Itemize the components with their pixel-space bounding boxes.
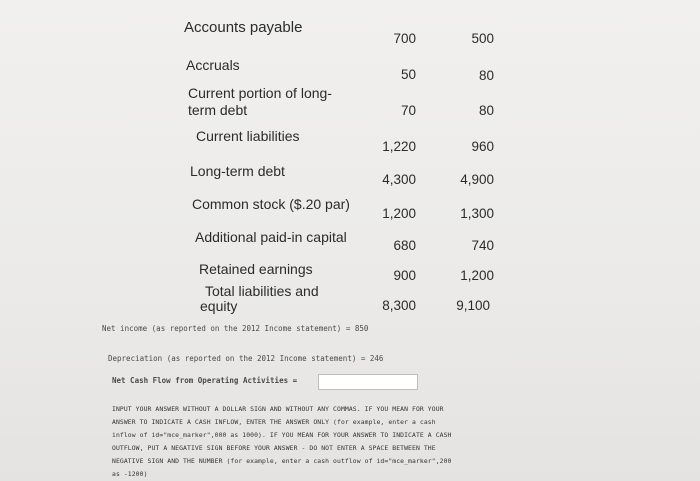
row-label-total-liabilities-line1: Total liabilities and [205, 283, 319, 299]
row-value-1: 700 [393, 31, 416, 46]
row-value-1: 8,300 [382, 298, 416, 313]
net-income-text: Net income (as reported on the 2012 Income statement) = 850 [102, 324, 369, 333]
row-label-accounts-payable: Accounts payable [184, 19, 303, 36]
row-label-common-stock: Common stock ($.20 par) [192, 196, 350, 212]
instructions [112, 403, 582, 481]
row-value-1: 680 [393, 238, 416, 253]
row-label-current-portion-line1: Current portion of long- [188, 85, 332, 101]
instruction-line: as -1200) [112, 470, 148, 478]
row-value-2: 1,300 [460, 206, 494, 221]
row-value-1: 900 [393, 268, 416, 283]
row-value-1: 50 [400, 67, 416, 82]
row-value-2: 9,100 [456, 298, 490, 313]
instruction-line: ANSWER TO INDICATE A CASH INFLOW, ENTER THE ANSWER ONLY (for example, enter a cash [112, 418, 436, 426]
row-value-1: 1,200 [382, 206, 416, 221]
row-label-current-portion-line2: term debt [188, 102, 248, 118]
row-label-accruals: Accruals [186, 57, 240, 73]
instruction-line: OUTFLOW, PUT A NEGATIVE SIGN BEFORE YOUR ANSWER - DO NOT ENTER A SPACE BETWEEN THE [112, 444, 436, 452]
row-value-2: 1,200 [460, 268, 494, 283]
depreciation-text: Depreciation (as reported on the 2012 Income statement) = 246 [108, 354, 384, 363]
instruction-line: INPUT YOUR ANSWER WITHOUT A DOLLAR SIGN AND WITHOUT ANY COMMAS. IF YOU MEAN FOR YOUR [112, 405, 444, 413]
row-value-2: 740 [471, 238, 494, 253]
row-label-total-liabilities-line2: equity [200, 298, 238, 314]
row-label-long-term-debt: Long-term debt [190, 163, 285, 179]
row-value-2: 500 [471, 31, 494, 46]
row-value-1: 70 [400, 103, 416, 118]
instruction-line: inflow of id="mce_marker",000 as 1000). IF YOU MEAN FOR YOUR ANSWER TO INDICATE A CASH [112, 431, 452, 439]
row-value-2: 960 [471, 139, 494, 154]
row-value-1: 1,220 [382, 139, 416, 154]
row-value-2: 80 [478, 103, 494, 118]
row-value-2: 4,900 [460, 172, 494, 187]
net-cash-flow-input[interactable] [318, 374, 418, 390]
row-value-1: 4,300 [382, 172, 416, 187]
instruction-line: NEGATIVE SIGN AND THE NUMBER (for example, enter a cash outflow of id="mce_marker",200 [112, 457, 452, 465]
row-label-current-liabilities: Current liabilities [196, 128, 300, 144]
net-cash-flow-label: Net Cash Flow from Operating Activities = [112, 376, 298, 385]
row-label-additional-paid-in-capital: Additional paid-in capital [195, 229, 347, 245]
row-label-retained-earnings: Retained earnings [199, 261, 313, 277]
row-value-2: 80 [478, 68, 494, 83]
